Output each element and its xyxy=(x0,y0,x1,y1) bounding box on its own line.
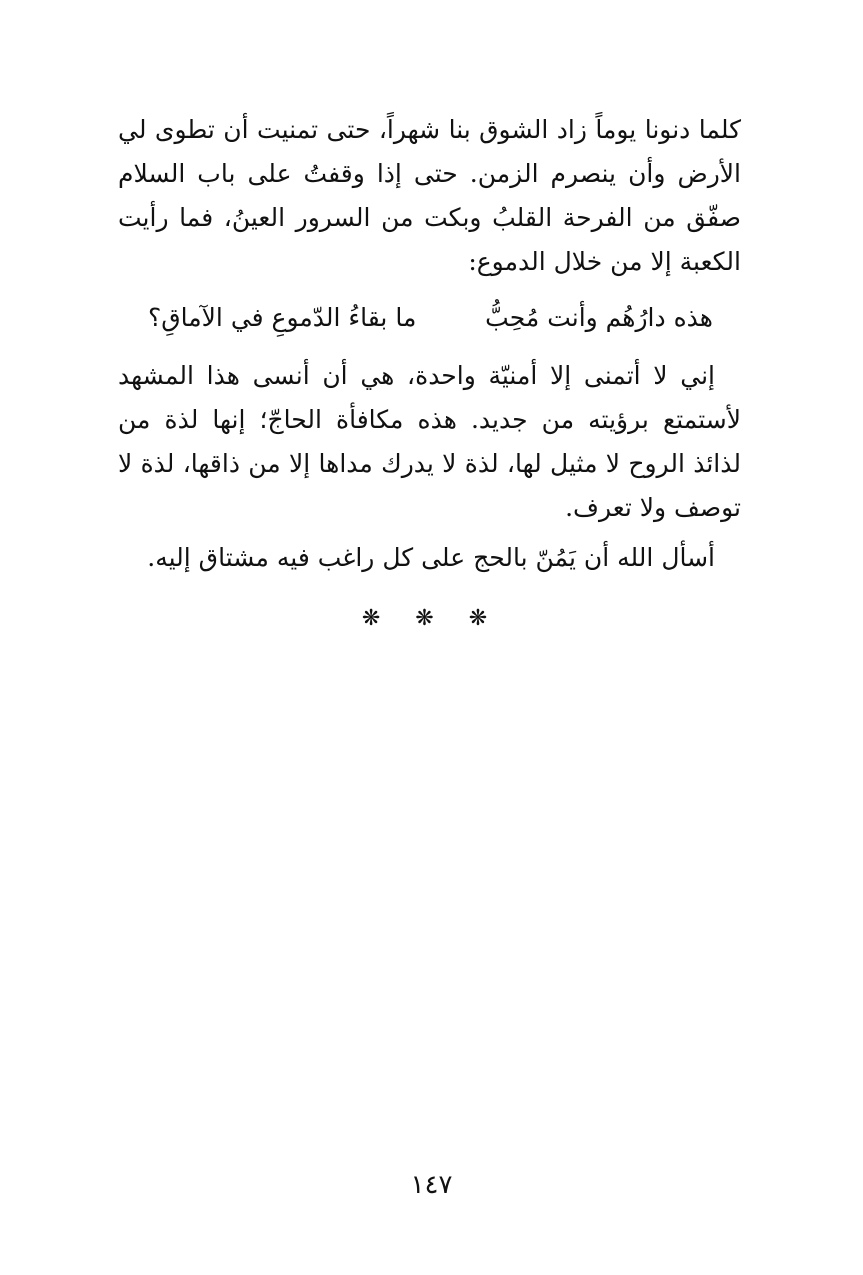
body-text xyxy=(118,108,741,580)
section-separator: ❋ ❋ ❋ xyxy=(361,606,502,631)
page-number: ١٤٧ xyxy=(410,1170,453,1200)
paragraph-2: إني لا أتمنى إلا أمنيّة واحدة، هي أن أنسى هذا المشهد لأستمتع برؤيته من جديد. هذه مكافأة الحاجّ؛ إنها لذة من لذائذ الروح لا مثيل لها، لذة لا يدرك مداها إلا من ذاقها، لذة لا توصف ولا تعرف. xyxy=(118,361,741,522)
poetry-verse xyxy=(118,296,741,340)
verse-first-hemistich: هذه دارُهُم وأنت مُحِبُّ xyxy=(485,303,713,332)
paragraph-1: كلما دنونا يوماً زاد الشوق بنا شهراً، حتى تمنيت أن تطوى لي الأرض وأن ينصرم الزمن. حتى إذا وقفتُ على باب السلام صفّق من الفرحة القلبُ وبكت من السرور العينُ، فما رأيت الكعبة إلا من خلال الدموع: xyxy=(118,115,741,276)
verse-second-hemistich: ما بقاءُ الدّموعِ في الآماقِ؟ xyxy=(148,303,417,332)
paragraph-3: أسأل الله أن يَمُنّ بالحج على كل راغب فيه مشتاق إليه. xyxy=(147,543,715,572)
